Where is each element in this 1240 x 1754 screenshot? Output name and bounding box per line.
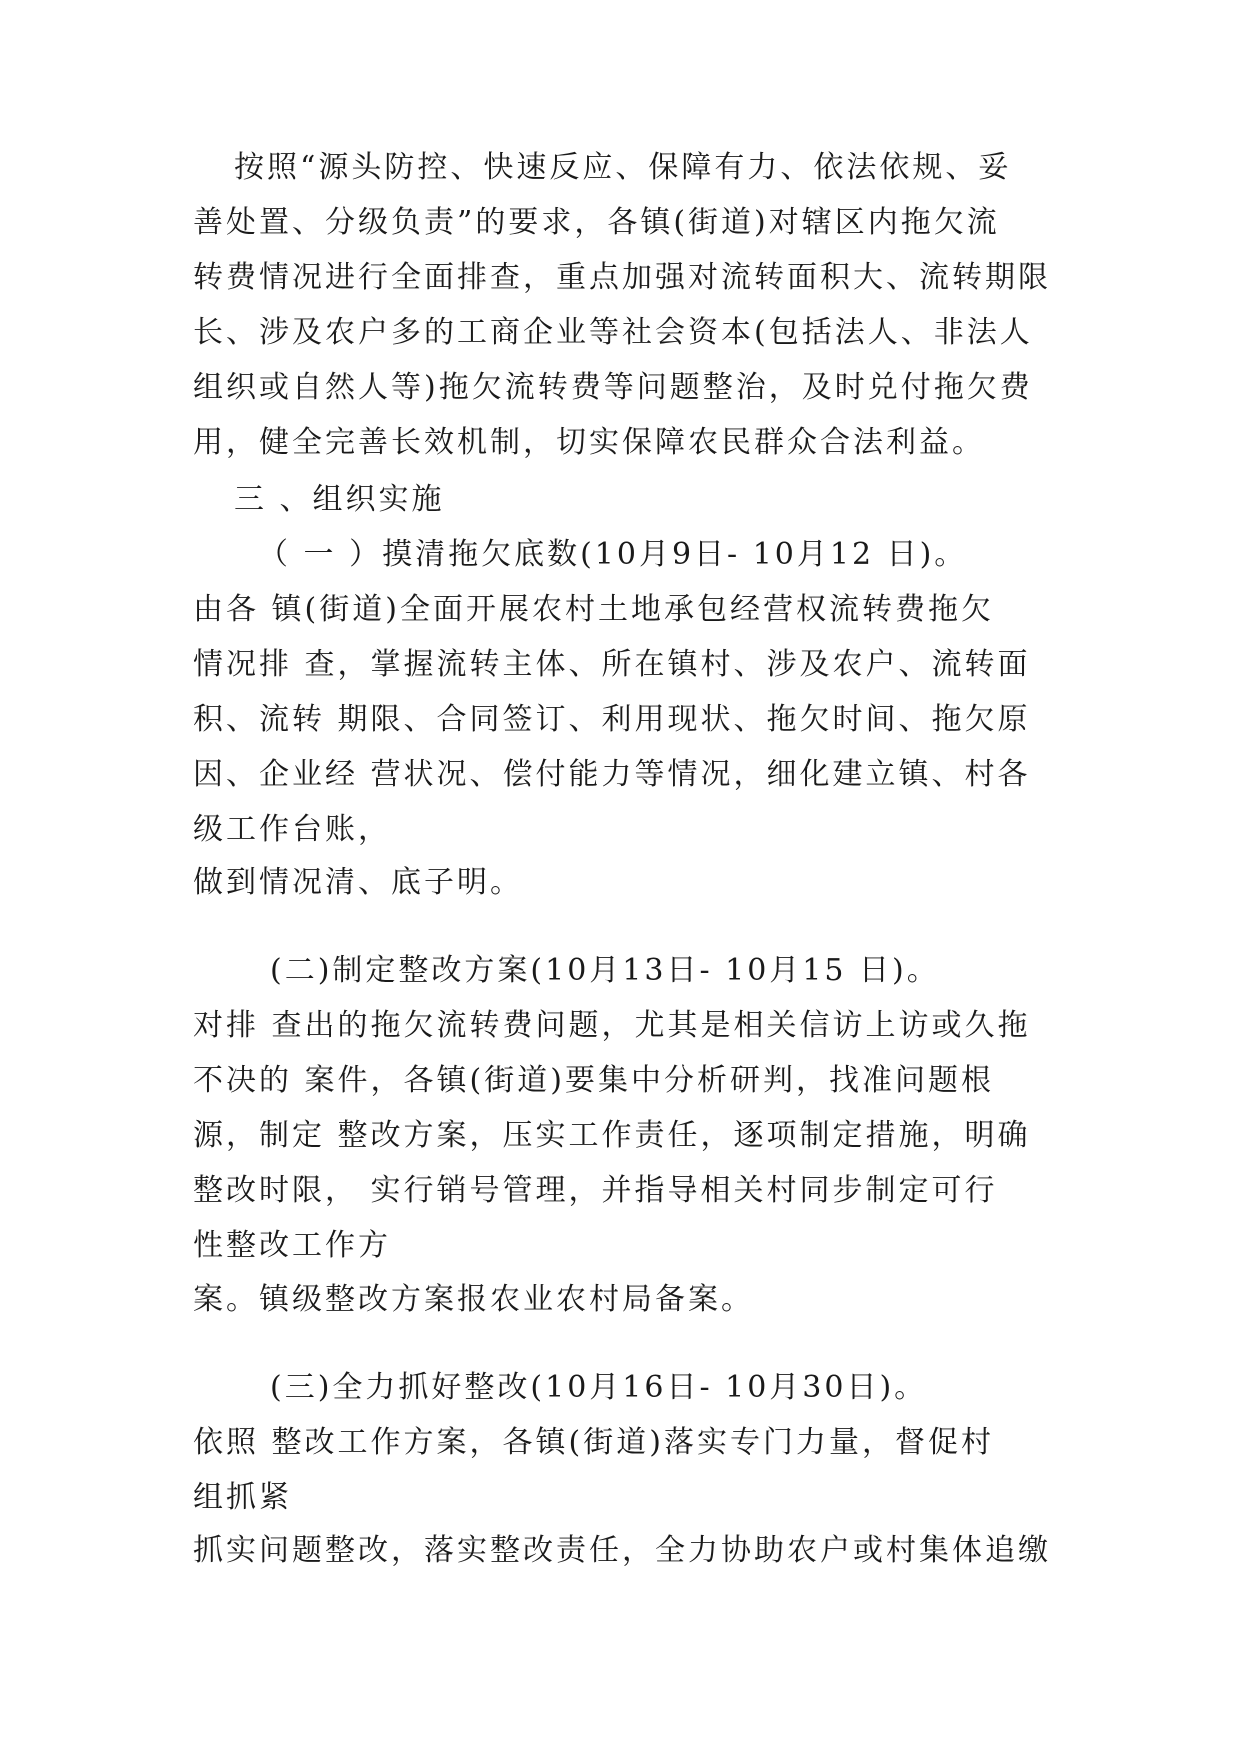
- section-heading: 三 、组织实施: [234, 482, 445, 517]
- subsection-1-line-2: 情况排 查，掌握流转主体、所在镇村、涉及农户、流转面: [193, 647, 1031, 682]
- subsection-1-heading: （ 一 ）摸清拖欠底数(10月9日- 10月12 日)。: [258, 537, 968, 572]
- subsection-1-line-1: 由各 镇(街道)全面开展农村土地承包经营权流转费拖欠: [193, 592, 994, 627]
- subsection-1-line-3: 积、流转 期限、合同签订、利用现状、拖欠时间、拖欠原: [193, 702, 1031, 737]
- subsection-2-line-1: 对排 查出的拖欠流转费问题，尤其是相关信访上访或久拖: [193, 1008, 1031, 1043]
- subsection-3-line-2: 组抓紧: [193, 1480, 292, 1515]
- subsection-2-line-2: 不决的 案件，各镇(街道)要集中分析研判，找准问题根: [193, 1063, 994, 1098]
- subsection-2-line-5: 性整改工作方: [193, 1228, 391, 1263]
- subsection-2-line-6: 案。镇级整改方案报农业农村局备案。: [193, 1282, 754, 1317]
- paragraph-1-line-4: 长、涉及农户多的工商企业等社会资本(包括法人、非法人: [193, 315, 1033, 350]
- subsection-1-line-6: 做到情况清、底子明。: [193, 865, 523, 900]
- paragraph-1-line-6: 用，健全完善长效机制，切实保障农民群众合法利益。: [193, 425, 985, 460]
- subsection-2-line-4: 整改时限， 实行销号管理，并指导相关村同步制定可行: [193, 1173, 998, 1208]
- paragraph-1-line-2: 善处置、分级负责”的要求，各镇(街道)对辖区内拖欠流: [193, 205, 1000, 240]
- subsection-3-line-1: 依照 整改工作方案，各镇(街道)落实专门力量，督促村: [193, 1425, 994, 1460]
- subsection-3-heading: (三)全力抓好整改(10月16日- 10月30日)。: [270, 1370, 928, 1405]
- subsection-2-line-3: 源，制定 整改方案，压实工作责任，逐项制定措施，明确: [193, 1118, 1031, 1153]
- subsection-2-heading: (二)制定整改方案(10月13日- 10月15 日)。: [270, 953, 940, 988]
- paragraph-1-line-5: 组织或自然人等)拖欠流转费等问题整治，及时兑付拖欠费: [193, 370, 1033, 405]
- paragraph-1-line-1: 按照“源头防控、快速反应、保障有力、依法依规、妥: [234, 150, 1012, 185]
- subsection-1-line-5: 级工作台账，: [193, 812, 391, 847]
- subsection-1-line-4: 因、企业经 营状况、偿付能力等情况，细化建立镇、村各: [193, 757, 1031, 792]
- subsection-3-line-3: 抓实问题整改，落实整改责任，全力协助农户或村集体追缴: [193, 1533, 1051, 1568]
- paragraph-1-line-3: 转费情况进行全面排查，重点加强对流转面积大、流转期限: [193, 260, 1051, 295]
